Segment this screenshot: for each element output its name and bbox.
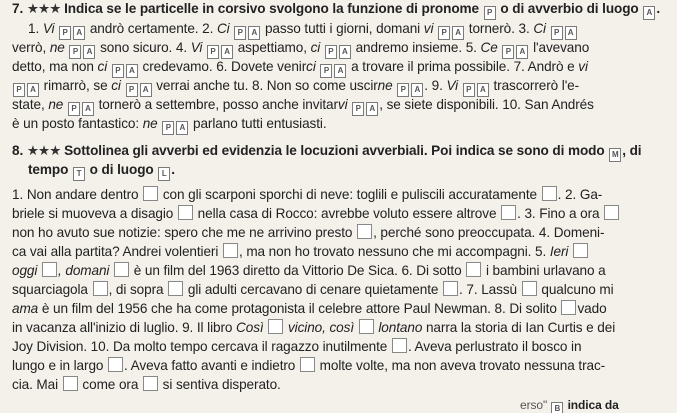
p-box[interactable]: P bbox=[438, 26, 450, 40]
ex7-line-4 bbox=[12, 77, 579, 97]
answer-box[interactable] bbox=[93, 281, 108, 296]
particle: ne bbox=[377, 78, 393, 93]
answer-box[interactable] bbox=[268, 319, 283, 334]
place-box[interactable]: L bbox=[158, 167, 170, 181]
ex8-line-3 bbox=[12, 224, 604, 242]
title-text: Così bbox=[236, 320, 264, 335]
text: a trovare il prima possibile. 7. Andrò e bbox=[347, 59, 579, 74]
text: tornerò a settembre, posso anche invitar bbox=[94, 97, 338, 112]
title-text: ama bbox=[12, 301, 39, 316]
text: i bambini urlavano a bbox=[485, 263, 606, 278]
a-box[interactable]: A bbox=[248, 26, 260, 40]
a-box[interactable]: A bbox=[339, 45, 351, 59]
particle: vi bbox=[423, 21, 434, 36]
particle: ne bbox=[48, 97, 64, 112]
text: molte volte, ma non aveva trovato nessuna trac- bbox=[319, 358, 606, 373]
text: rimarrò, se bbox=[40, 78, 112, 93]
text: . Aveva perlustrato il bosco in bbox=[407, 339, 582, 354]
text: . 3. Fino a ora bbox=[517, 206, 600, 221]
text: , di sopra bbox=[108, 282, 164, 297]
a-box[interactable]: A bbox=[140, 83, 152, 97]
a-box[interactable]: A bbox=[73, 26, 85, 40]
text: , se siete disponibili. 10. San Andrés bbox=[379, 97, 594, 112]
title-text: lontano bbox=[378, 320, 423, 335]
particle: ci bbox=[310, 40, 321, 55]
mode-box[interactable]: M bbox=[609, 148, 621, 162]
text: è un posto fantastico: bbox=[12, 116, 143, 131]
ex7-header: 7. ★★★ Indica se le particelle in corsivo svolgono la funzione di pronome P o di avverbio di luogo A . bbox=[12, 0, 660, 20]
a-box[interactable]: A bbox=[565, 26, 577, 40]
ex8-line-1 bbox=[12, 186, 602, 204]
p-box[interactable]: P bbox=[325, 45, 337, 59]
ex8-header bbox=[12, 142, 641, 162]
particle: Vi bbox=[42, 21, 55, 36]
ex8-line-9 bbox=[12, 338, 581, 356]
text: passo tutti i giorni, domani bbox=[261, 21, 424, 36]
particle: Vi bbox=[190, 40, 203, 55]
text: è un film del 1963 diretto da Vittorio De Sica. 6. Di sotto bbox=[133, 263, 462, 278]
answer-box[interactable] bbox=[443, 281, 458, 296]
answer-box[interactable] bbox=[178, 205, 193, 220]
p-box[interactable]: P bbox=[59, 26, 71, 40]
text: nella casa di Rocco: avrebbe voluto essere altrove bbox=[197, 206, 497, 221]
p-box[interactable]: P bbox=[68, 102, 80, 116]
particle: vi bbox=[578, 59, 588, 74]
text: erso" bbox=[520, 398, 548, 412]
ex7-stars: ★★★ bbox=[26, 1, 61, 16]
p-box[interactable]: P bbox=[69, 45, 81, 59]
text: 1. bbox=[28, 21, 43, 36]
ex8-line-8 bbox=[12, 319, 615, 337]
particle: ci bbox=[111, 78, 121, 93]
text: . 2. Ga- bbox=[557, 187, 603, 202]
a-box[interactable]: A bbox=[82, 102, 94, 116]
text: , ma non ho trovato nessuno che mi accompagni. 5. bbox=[238, 244, 550, 259]
text: ca vai alla partita? Andrei volentieri bbox=[12, 244, 219, 259]
answer-box[interactable] bbox=[223, 243, 238, 258]
text: o di luogo bbox=[89, 162, 154, 177]
b-box[interactable]: B bbox=[551, 402, 563, 413]
answer-box[interactable] bbox=[300, 357, 315, 372]
text: trascorrerò l'e- bbox=[489, 78, 580, 93]
p-box[interactable]: P bbox=[234, 26, 246, 40]
text: indica da bbox=[567, 398, 619, 412]
answer-box[interactable] bbox=[42, 262, 57, 277]
particle: Vi bbox=[446, 78, 459, 93]
p-box[interactable]: P bbox=[352, 102, 364, 116]
p-box[interactable]: P bbox=[397, 83, 409, 97]
text: narra la storia di Ian Curtis e dei bbox=[422, 320, 616, 335]
text: in vacanza all'inizio di luglio. 9. Il libro bbox=[12, 320, 237, 335]
ex8-line-5 bbox=[12, 262, 606, 280]
particle: Ci bbox=[533, 21, 546, 36]
text: gli adulti cercavano di cenare quietamente bbox=[187, 282, 439, 297]
particle: Ce bbox=[480, 40, 498, 55]
text: andremo insieme. 5. bbox=[351, 40, 481, 55]
particle: Ci bbox=[216, 21, 230, 36]
particle: ne bbox=[142, 116, 158, 131]
ex7-instruction: Indica se le particelle in corsivo svolgono la funzione di pronome bbox=[64, 1, 479, 16]
text: squarciagola bbox=[12, 282, 88, 297]
answer-box[interactable] bbox=[604, 205, 619, 220]
title-text: , domani bbox=[58, 263, 110, 278]
answer-box[interactable] bbox=[466, 262, 481, 277]
text: cia. Mai bbox=[12, 377, 59, 392]
ex8-header-line-2 bbox=[28, 161, 175, 181]
a-box[interactable]: A bbox=[366, 102, 378, 116]
p-box[interactable]: P bbox=[162, 121, 174, 135]
ex8-line-4 bbox=[12, 243, 589, 261]
answer-box[interactable] bbox=[63, 376, 78, 391]
text: vado bbox=[577, 301, 607, 316]
a-box[interactable]: A bbox=[176, 121, 188, 135]
a-box[interactable]: A bbox=[334, 64, 346, 78]
title-text: vicino, così bbox=[287, 320, 355, 335]
a-box[interactable]: A bbox=[452, 26, 464, 40]
pronoun-box[interactable]: P bbox=[484, 6, 496, 20]
text: , di bbox=[622, 143, 642, 158]
ex8-line-2 bbox=[12, 205, 620, 223]
ex8-line-6 bbox=[12, 281, 614, 299]
p-box[interactable]: P bbox=[112, 64, 124, 78]
text: è un film del 1956 che ha come protagonista il celebre attore Paul Newman. 8. Di solito bbox=[41, 301, 557, 316]
answer-box[interactable] bbox=[357, 224, 372, 239]
answer-box[interactable] bbox=[522, 281, 537, 296]
ex8-stars: ★★★ bbox=[26, 143, 61, 158]
text: credevamo. 6. Dovete venir bbox=[138, 59, 307, 74]
answer-box[interactable] bbox=[573, 243, 588, 258]
footer-partial bbox=[520, 396, 619, 413]
ex8-number: 8. bbox=[12, 143, 24, 158]
answer-box[interactable] bbox=[501, 205, 516, 220]
answer-box[interactable] bbox=[143, 376, 158, 391]
text: si sentiva disperato. bbox=[162, 377, 281, 392]
text: con gli scarponi sporchi di neve: toglili e puliscili accuratamente bbox=[162, 187, 537, 202]
p-box[interactable]: P bbox=[126, 83, 138, 97]
text: . bbox=[171, 162, 175, 177]
a-box[interactable]: A bbox=[83, 45, 95, 59]
answer-box[interactable] bbox=[168, 281, 183, 296]
a-box[interactable]: A bbox=[126, 64, 138, 78]
ex7-line-3 bbox=[12, 58, 588, 78]
answer-box[interactable] bbox=[108, 357, 123, 372]
adverb-box[interactable]: A bbox=[643, 6, 655, 20]
text: . 9. bbox=[424, 78, 447, 93]
answer-box[interactable] bbox=[143, 186, 158, 201]
title-text: Ieri bbox=[549, 244, 569, 259]
a-box[interactable]: A bbox=[221, 45, 233, 59]
text: , perché sono preoccupata. 4. Domeni- bbox=[373, 225, 605, 240]
p-box[interactable]: P bbox=[13, 83, 25, 97]
p-box[interactable]: P bbox=[320, 64, 332, 78]
text: come ora bbox=[82, 377, 139, 392]
answer-box[interactable] bbox=[114, 262, 129, 277]
text: . 7. Lassù bbox=[459, 282, 517, 297]
particle: ci bbox=[97, 59, 108, 74]
ex7-line-6 bbox=[12, 115, 327, 135]
p-box[interactable]: P bbox=[463, 83, 475, 97]
particle: ne bbox=[49, 40, 65, 55]
text: 1. Non andare dentro bbox=[12, 187, 139, 202]
text: verrò, bbox=[12, 40, 50, 55]
answer-box[interactable] bbox=[392, 338, 407, 353]
ex8-line-10 bbox=[12, 357, 605, 375]
text: l'avevano bbox=[529, 40, 590, 55]
ex7-instruction-b: o di avverbio di luogo bbox=[500, 1, 639, 16]
text: detto, ma non bbox=[12, 59, 98, 74]
ex8-line-7 bbox=[12, 300, 607, 318]
p-box[interactable]: P bbox=[551, 26, 563, 40]
ex7-line-1 bbox=[28, 20, 578, 40]
p-box[interactable]: P bbox=[502, 45, 514, 59]
a-box[interactable]: A bbox=[411, 83, 423, 97]
answer-box[interactable] bbox=[359, 319, 374, 334]
text: aspettiamo, bbox=[234, 40, 311, 55]
text: . Aveva fatto avanti e indietro bbox=[124, 358, 296, 373]
particle: vi bbox=[337, 97, 348, 112]
ex8-instruction: Sottolinea gli avverbi ed evidenzia le locuzioni avverbiali. Poi indica se sono di modo bbox=[64, 143, 605, 158]
ex7-number: 7. bbox=[12, 1, 24, 16]
a-box[interactable]: A bbox=[27, 83, 39, 97]
text: andrò certamente. 2. bbox=[86, 21, 217, 36]
p-box[interactable]: P bbox=[207, 45, 219, 59]
time-box[interactable]: T bbox=[73, 167, 85, 181]
answer-box[interactable] bbox=[542, 186, 557, 201]
text: state, bbox=[12, 97, 49, 112]
ex8-line-11 bbox=[12, 376, 281, 394]
text: parlano tutti entusiasti. bbox=[189, 116, 327, 131]
text: tempo bbox=[28, 162, 69, 177]
a-box[interactable]: A bbox=[477, 83, 489, 97]
text: lungo e in largo bbox=[12, 358, 104, 373]
ex7-line-2 bbox=[12, 39, 589, 59]
text: briele si muoveva a disagio bbox=[12, 206, 174, 221]
text: non ho avuto sue notizie: spero che me ne arrivino presto bbox=[12, 225, 353, 240]
text: tornerò. 3. bbox=[465, 21, 534, 36]
a-box[interactable]: A bbox=[516, 45, 528, 59]
text: Joy Division. 10. Da molto tempo cercava il ragazzo inutilmente bbox=[12, 339, 388, 354]
text: sono sicuro. 4. bbox=[96, 40, 191, 55]
answer-box[interactable] bbox=[561, 300, 576, 315]
title-text: oggi bbox=[12, 263, 38, 278]
text: verrai anche tu. 8. Non so come uscir bbox=[152, 78, 378, 93]
particle: ci bbox=[306, 59, 316, 74]
ex7-line-5 bbox=[12, 96, 594, 116]
text: qualcuno mi bbox=[541, 282, 614, 297]
